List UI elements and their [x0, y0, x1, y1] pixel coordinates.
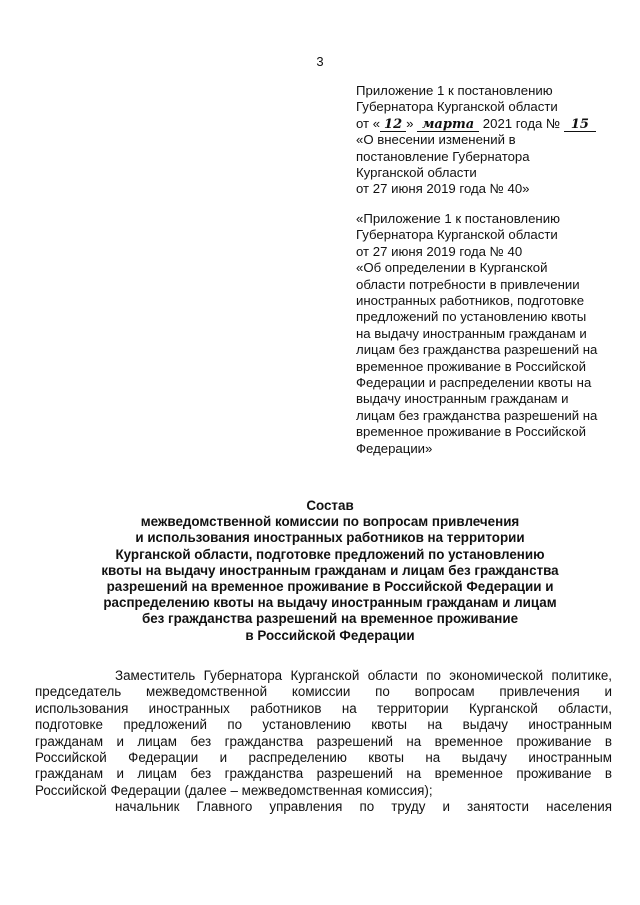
appendix-line: временное проживание в Российской — [356, 424, 587, 440]
appendix-line: «О внесении изменений в — [356, 132, 516, 148]
appendix-line: Приложение 1 к постановлению — [356, 83, 553, 98]
body-line: подготовке предложений по установлению квоты на выдачу иностранным — [35, 717, 612, 733]
title-line: без гражданства разрешений на временное проживание — [141, 611, 519, 627]
handwritten-month: марта — [417, 118, 479, 132]
appendix-line: «Приложение 1 к постановлению — [356, 211, 560, 226]
appendix-line: «Об определении в Курганской — [356, 260, 548, 276]
appendix-line: от 27 июня 2019 года № 40 — [356, 243, 523, 259]
body-line: начальник Главного управления по труду и занятости населения — [115, 799, 612, 815]
date-prefix: от « — [356, 115, 381, 131]
title-line: Состав — [306, 498, 354, 513]
title-line: разрешений на временное проживание в Российской Федерации и — [106, 579, 554, 595]
appendix-line: лицам без гражданства разрешений на — [356, 342, 598, 358]
appendix-line: области потребности в привлечении — [356, 276, 580, 292]
title-line: распределению квоты на выдачу иностранным гражданам и лицам — [103, 595, 557, 611]
handwritten-day: 12 — [380, 118, 406, 132]
appendix-line: Губернатора Курганской области — [356, 99, 558, 115]
appendix-line: временное проживание в Российской — [356, 358, 587, 374]
appendix-heading-original — [356, 211, 626, 457]
body-line: гражданам и лицам без гражданства разрешений на временное проживание в — [35, 766, 612, 782]
date-mid: » — [406, 115, 414, 131]
body-line: Российской Федерации и распределению квоты на выдачу иностранным — [35, 750, 612, 766]
appendix-line: предложений по установлению квоты — [356, 309, 587, 325]
appendix-line: Федерации» — [356, 440, 433, 456]
handwritten-decree-number: 15 — [564, 118, 596, 132]
appendix-date-line — [356, 116, 626, 132]
appendix-line: иностранных работников, подготовке — [356, 293, 585, 309]
title-line: в Российской Федерации — [245, 627, 415, 643]
appendix-line: лицам без гражданства разрешений на — [356, 407, 598, 423]
appendix-line: Губернатора Курганской области — [356, 227, 558, 243]
appendix-line: Курганской области — [356, 165, 477, 181]
date-year: 2021 года № — [482, 115, 561, 131]
body-line: Российской Федерации (далее – межведомственная комиссия); — [35, 782, 433, 798]
appendix-heading-current — [356, 83, 626, 198]
appendix-line: на выдачу иностранным гражданам и — [356, 325, 587, 341]
appendix-line: выдачу иностранным гражданам и — [356, 391, 569, 407]
body-line: использования иностранных работников на территории Курганской области, — [35, 700, 612, 716]
body-line: Заместитель Губернатора Курганской области по экономической политике, — [115, 668, 612, 683]
title-line: квоты на выдачу иностранным гражданам и лицам без гражданства — [101, 562, 559, 578]
body-line: председатель межведомственной комиссии по вопросам привлечения и — [35, 684, 612, 700]
title-line: Курганской области, подготовке предложений по установлению — [115, 546, 545, 562]
page-number: 3 — [316, 54, 324, 69]
appendix-line: от 27 июня 2019 года № 40» — [356, 181, 530, 197]
document-title — [40, 498, 620, 644]
body-line: гражданам и лицам без гражданства разрешений на временное проживание в — [35, 733, 612, 749]
appendix-line: постановление Губернатора — [356, 148, 530, 164]
body-text — [35, 668, 612, 816]
title-line: межведомственной комиссии по вопросам привлечения — [140, 514, 520, 530]
appendix-line: Федерации и распределении квоты на — [356, 375, 592, 391]
title-line: и использования иностранных работников на территории — [135, 530, 525, 546]
